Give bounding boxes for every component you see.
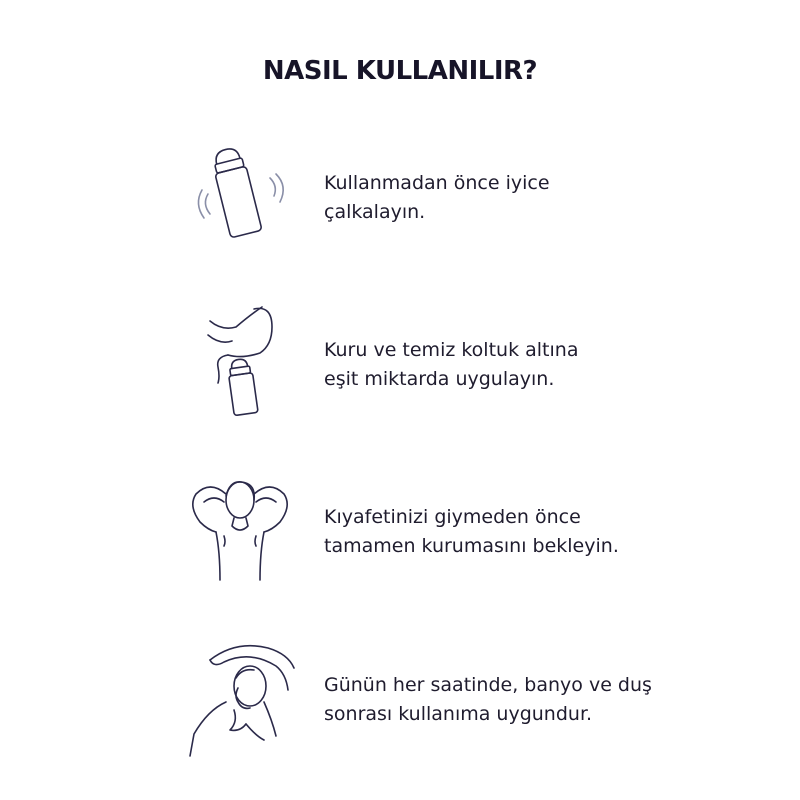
step-4: [180, 640, 740, 760]
step-2-text: [324, 305, 724, 425]
arms-raised-person-icon: [180, 472, 300, 592]
step-3: [180, 472, 740, 592]
step-1-text: [324, 138, 724, 258]
step-4-line-1: Günün her saatinde, banyo ve duş: [324, 674, 652, 696]
step-4-text: [324, 640, 724, 760]
shake-bottle-icon: [180, 138, 300, 258]
armpit-roll-on-icon: [180, 305, 300, 425]
step-1-line-2: çalkalayın.: [324, 201, 426, 223]
step-3-text: [324, 472, 724, 592]
step-4-line-2: sonrası kullanıma uygundur.: [324, 703, 593, 725]
step-3-line-1: Kıyafetinizi giymeden önce: [324, 506, 581, 528]
step-1: [180, 138, 740, 258]
step-2: [180, 305, 740, 425]
step-3-line-2: tamamen kurumasını bekleyin.: [324, 535, 619, 557]
arm-raised-woman-icon: [180, 640, 300, 760]
step-2-line-2: eşit miktarda uygulayın.: [324, 368, 555, 390]
page-title: NASIL KULLANILIR?: [262, 56, 538, 86]
step-2-line-1: Kuru ve temiz koltuk altına: [324, 339, 579, 361]
step-1-line-1: Kullanmadan önce iyice: [324, 172, 550, 194]
